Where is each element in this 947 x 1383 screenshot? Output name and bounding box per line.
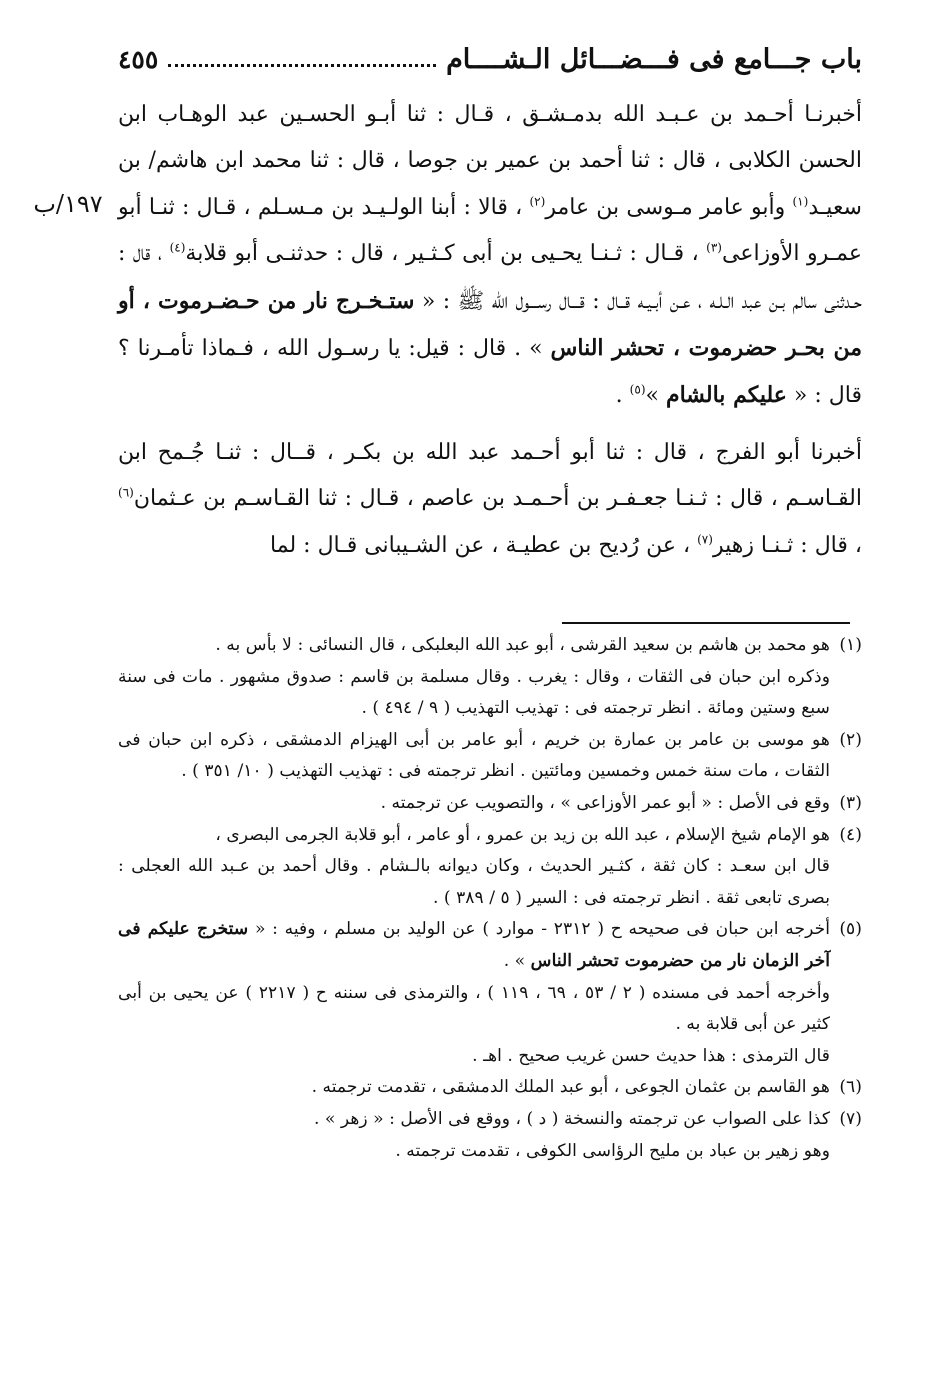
footnote-line: هو الإمام شيخ الإسلام ، عبد الله بن زيد بن عمرو ، أو عامر ، أبو قلابة الجرمى البصرى ، bbox=[215, 824, 830, 845]
text-run: أخبرنا أبو الفرج ، قال : ثنا أبو أحـمد عبد الله بن بكـر ، قــال : ثنـا جُـمح ابن القـاسـم ، قال : ثـنـا جعـفـر بن أحـمـد بن عاصم ، قـال : ثنا القـاسـم بن عـثمان bbox=[118, 439, 862, 512]
hadith-text: عليكم بالشام bbox=[665, 382, 787, 409]
footnote-number: (١) bbox=[839, 635, 862, 655]
footnote-line: هو محمد بن هاشم بن سعيد القرشى ، أبو عبد الله البعلبكى ، قال النسائى : لا بأس به . bbox=[215, 635, 830, 655]
footnote-number: (٤) bbox=[839, 824, 862, 845]
footnote bbox=[118, 725, 862, 788]
footnote bbox=[118, 630, 862, 725]
footnote-ref-2[interactable]: (٢) bbox=[529, 194, 546, 209]
text-run: ، قـال : ثـنـا يحـيى بن أبى كـثـير ، قال : حدثنـى أبو قلابة bbox=[185, 241, 707, 267]
footnote-ref-3[interactable]: (٣) bbox=[706, 240, 722, 255]
footnote-ref-6[interactable]: (٦) bbox=[118, 485, 134, 500]
footnote-line: قال الترمذى : هذا حديث حسن غريب صحيح . اهـ . bbox=[472, 1045, 830, 1066]
footnote-line: وأخرجه أحمد فى مسنده ( ٢ / ٥٣ ، ٦٩ ، ١١٩ ) ، والترمذى فى سننه ح ( ٢٢١٧ ) عن يحيى بن أبى كثير عن أبى قلابة به . bbox=[118, 982, 830, 1035]
footnote-ref-1[interactable]: (١) bbox=[792, 194, 809, 209]
text-run: ، قالا : أبنا الولـيـد بن مـسـلم ، قـال : ثنـا أبو عمـرو الأوزاعى bbox=[118, 194, 862, 267]
footnote-line: وهو زهير بن عباد بن مليح الرؤاسى الكوفى ، تقدمت ترجمته . bbox=[395, 1140, 830, 1161]
footnote-ref-4[interactable]: (٤) bbox=[169, 240, 186, 255]
footnote bbox=[118, 788, 862, 820]
text-run: ، عن رُديح بن عطيـة ، عن الشـيبانى قـال : لما bbox=[270, 532, 698, 558]
footnote-number: (٥) bbox=[839, 919, 862, 940]
hadith-text: ستخرج عليكم فى آخر الزمان نار من حضرموت تحشر الناس bbox=[118, 919, 830, 971]
footnote-line bbox=[118, 914, 830, 977]
footnote bbox=[118, 1104, 862, 1167]
footnote bbox=[118, 1072, 862, 1104]
footnote-separator bbox=[562, 622, 850, 624]
footnotes bbox=[118, 630, 862, 1167]
manuscript-folio-marker: ١٩٧/ب bbox=[33, 190, 103, 218]
footnote bbox=[118, 820, 862, 915]
main-text bbox=[118, 92, 862, 569]
footnote-line: هو موسى بن عامر بن عمارة بن خريم ، أبو عامر بن أبى الهيزام الدمشقى ، ذكره ابن حبان فى الثقات ، مات سنة خمس وخمسين ومائتين . انظر ترجمته فى : تهذيب التهذيب ( ١٠/ ٣٥١ ) . bbox=[118, 729, 830, 782]
hadith-text: ستـخـرج نار من حـضـرموت ، أو من بحـر حضرموت ، تحشر الناس bbox=[118, 287, 862, 362]
text-run: » . bbox=[503, 950, 531, 971]
paragraph-1 bbox=[118, 92, 862, 420]
text-run: أخرجه ابن حبان فى صحيحه ح ( ٢٣١٢ - موارد ) عن الوليد بن مسلم ، وفيه : « bbox=[254, 919, 830, 940]
text-run: . bbox=[615, 383, 630, 409]
text-run: ، قال : ثـنـا زهير bbox=[712, 532, 862, 558]
footnote-line: كذا على الصواب عن ترجمته والنسخة ( د ) ، ووقع فى الأصل : « زهر » . bbox=[313, 1108, 830, 1129]
paragraph-2 bbox=[118, 430, 862, 569]
header-leader-dots bbox=[168, 64, 436, 67]
footnote-line: وقع فى الأصل : « أبو عمر الأوزاعى » ، والتصويب عن ترجمته . bbox=[380, 792, 830, 813]
text-run: » bbox=[645, 383, 666, 409]
footnote-ref-7[interactable]: (٧) bbox=[697, 532, 713, 547]
footnote bbox=[118, 914, 862, 1072]
text-run: أخبرنـا أحـمد بن عـبـد الله بدمـشـق ، قـال : ثنا أبـو الحسـين عبد الوهـاب ابن الحسن الكلابى ، قال : ثنا أحمد بن عمير بن جوصا ، قال : ثنا محمد ابن هاشم/ بن سعيـد bbox=[118, 102, 862, 220]
footnote-number: (٦) bbox=[839, 1077, 862, 1098]
footnote-number: (٢) bbox=[839, 729, 862, 750]
footnote-line: وذكره ابن حبان فى الثقات ، وقال : يغرب . وقال مسلمة بن قاسم : صدوق مشهور . مات فى سنة سبع وستين ومائة . انظر ترجمته فى : تهذيب التهذيب ( ٩ / ٤٩٤ ) . bbox=[118, 666, 830, 719]
footnote-line: هو القاسم بن عثمان الجوعى ، أبو عبد الملك الدمشقى ، تقدمت ترجمته . bbox=[311, 1077, 830, 1098]
text-run: ، قال : حـدثنى سالم بـن عبد الـلـه ، عـن أبـيـه قــال : قـــال رســـول الله ﷺ : « bbox=[118, 241, 862, 314]
footnote-ref-5[interactable]: (٥) bbox=[629, 383, 646, 398]
footnote-number: (٣) bbox=[839, 792, 862, 813]
page-number: ٤٥٥ bbox=[118, 44, 159, 74]
text-run: وأبو عامر مـوسى بن عامر bbox=[545, 194, 793, 220]
text-run: » . قال : قيل: يا رسـول الله ، فـماذا تأمـرنا ؟ قال : « bbox=[118, 336, 862, 409]
chapter-title: باب جـــامع فى فـــضـــائل الـشــــام bbox=[446, 43, 862, 75]
footnote-line: قال ابن سعـد : كان ثقة ، كثـير الحديث ، وكان ديوانه بالـشام . وقال أحمد بن عـبد الله العجلى : بصرى تابعى ثقة . انظر ترجمته فى : السير ( ٥ / ٣٨٩ ) . bbox=[118, 856, 830, 908]
running-header bbox=[118, 36, 862, 82]
footnote-number: (٧) bbox=[839, 1108, 862, 1129]
